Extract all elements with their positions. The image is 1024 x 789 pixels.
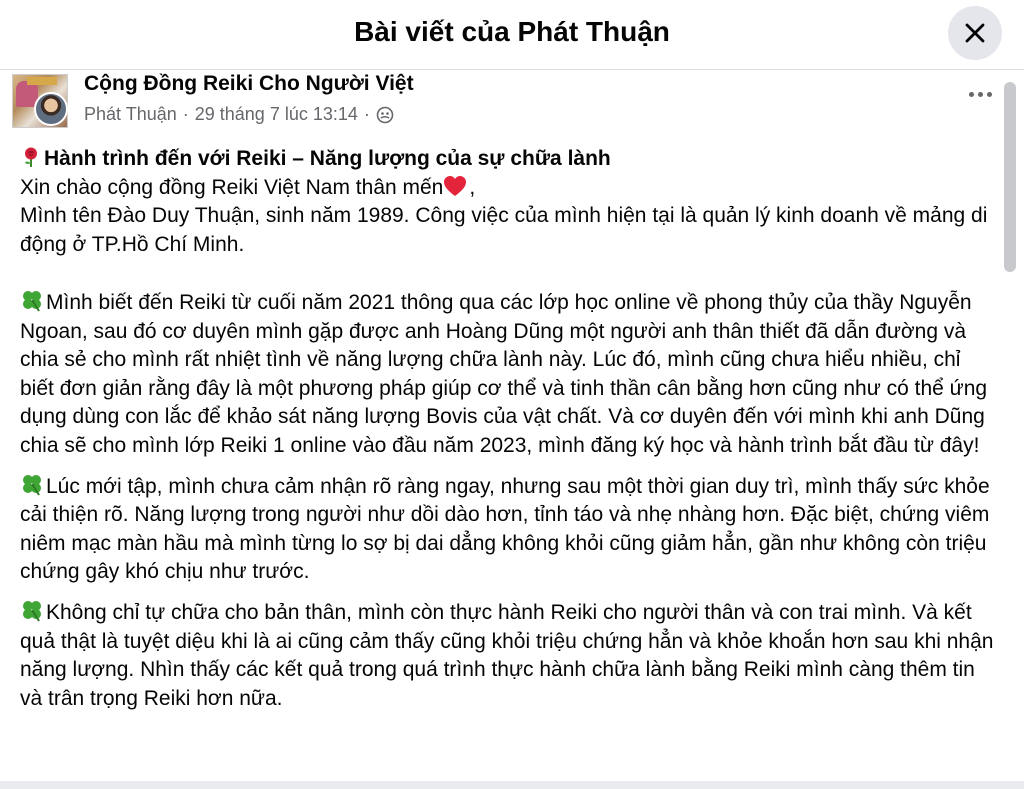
post-timestamp[interactable]: 29 tháng 7 lúc 13:14 <box>194 104 358 124</box>
greeting-comma: , <box>469 175 476 199</box>
close-button[interactable] <box>948 6 1002 60</box>
paragraph-3-text: Lúc mới tập, mình chưa cảm nhận rõ ràng ngay, nhưng sau một thời gian duy trì, mình thấy sức khỏe cải thiện rõ. Năng lượng trong người như dồi dào hơn, tỉnh táo và nhẹ nhàng hơn. Đặc biệt, chứng viêm niêm mạc màn hầu mà mình từng lo sợ bị dai dẳng không khỏi cũng giảm hẳn, gần như không còn triệu chứng gây khó chịu như trước. <box>20 474 990 584</box>
post-title: Hành trình đến với Reiki – Năng lượng của sự chữa lành <box>44 147 611 170</box>
dialog-header <box>0 0 1024 70</box>
meta-separator: · <box>363 104 370 124</box>
author-avatar[interactable] <box>34 92 68 126</box>
post-title-line <box>20 145 1000 174</box>
four-leaf-clover-icon <box>20 472 44 496</box>
post-meta <box>84 104 394 125</box>
paragraph-3 <box>20 472 1000 587</box>
four-leaf-clover-icon <box>20 598 44 622</box>
paragraph-intro: Mình tên Đào Duy Thuận, sinh năm 1989. Công việc của mình hiện tại là quản lý kinh doanh về mảng di động ở TP.Hồ Chí Minh. <box>20 204 988 256</box>
greeting-line <box>20 174 1000 203</box>
rose-icon <box>20 146 42 168</box>
group-name-link[interactable]: Cộng Đồng Reiki Cho Người Việt <box>84 72 414 95</box>
greeting-text: Xin chào cộng đồng Reiki Việt Nam thân mến <box>20 175 444 199</box>
meta-separator: · <box>182 104 189 124</box>
heart-icon <box>443 175 467 197</box>
paragraph-4 <box>20 598 1000 713</box>
group-privacy-icon <box>376 106 394 124</box>
four-leaf-clover-icon <box>20 288 44 312</box>
post <box>0 70 1024 789</box>
more-options-button[interactable] <box>962 84 998 104</box>
paragraph-2-text: Mình biết đến Reiki từ cuối năm 2021 thông qua các lớp học online về phong thủy của thầy Nguyễn Ngoan, sau đó cơ duyên mình gặp được anh Hoàng Dũng một người anh thân thiết đã dẫn đường và chia sẻ cho mình rất nhiệt tình về năng lượng chữa lành này. Lúc đó, mình cũng chưa hiểu nhiều, chỉ biết đơn giản rằng đây là một phương pháp giúp cơ thể và tinh thần cân bằng hơn cũng như có thể ứng dụng dùng con lắc để khảo sát năng lượng Bovis của vật chất. Và cơ duyên đến với mình khi anh Dũng chia sẽ cho mình lớp Reiki 1 online vào đầu năm 2023, mình đăng ký học và hành trình bắt đầu từ đây! <box>20 290 988 457</box>
author-name-link[interactable]: Phát Thuận <box>84 104 177 124</box>
paragraph-2 <box>20 288 1000 461</box>
dialog-title: Bài viết của Phát Thuận <box>354 16 670 47</box>
close-icon <box>963 21 987 45</box>
more-icon <box>969 92 974 97</box>
paragraph-4-text: Không chỉ tự chữa cho bản thân, mình còn thực hành Reiki cho người thân và con trai mình. Và kết quả thật là tuyệt diệu khi là ai cũng cảm thấy cũng khỏi triệu chứng hẳn và khỏe khoắn hơn sau khi nhận năng lượng. Nhìn thấy các kết quả trong quá trình thực hành chữa lành bằng Reiki mình càng thêm tin và trân trọng Reiki hơn nữa. <box>20 600 994 710</box>
post-body <box>20 145 1000 713</box>
scrollbar-thumb[interactable] <box>1004 82 1016 272</box>
bottom-divider <box>0 781 1024 789</box>
